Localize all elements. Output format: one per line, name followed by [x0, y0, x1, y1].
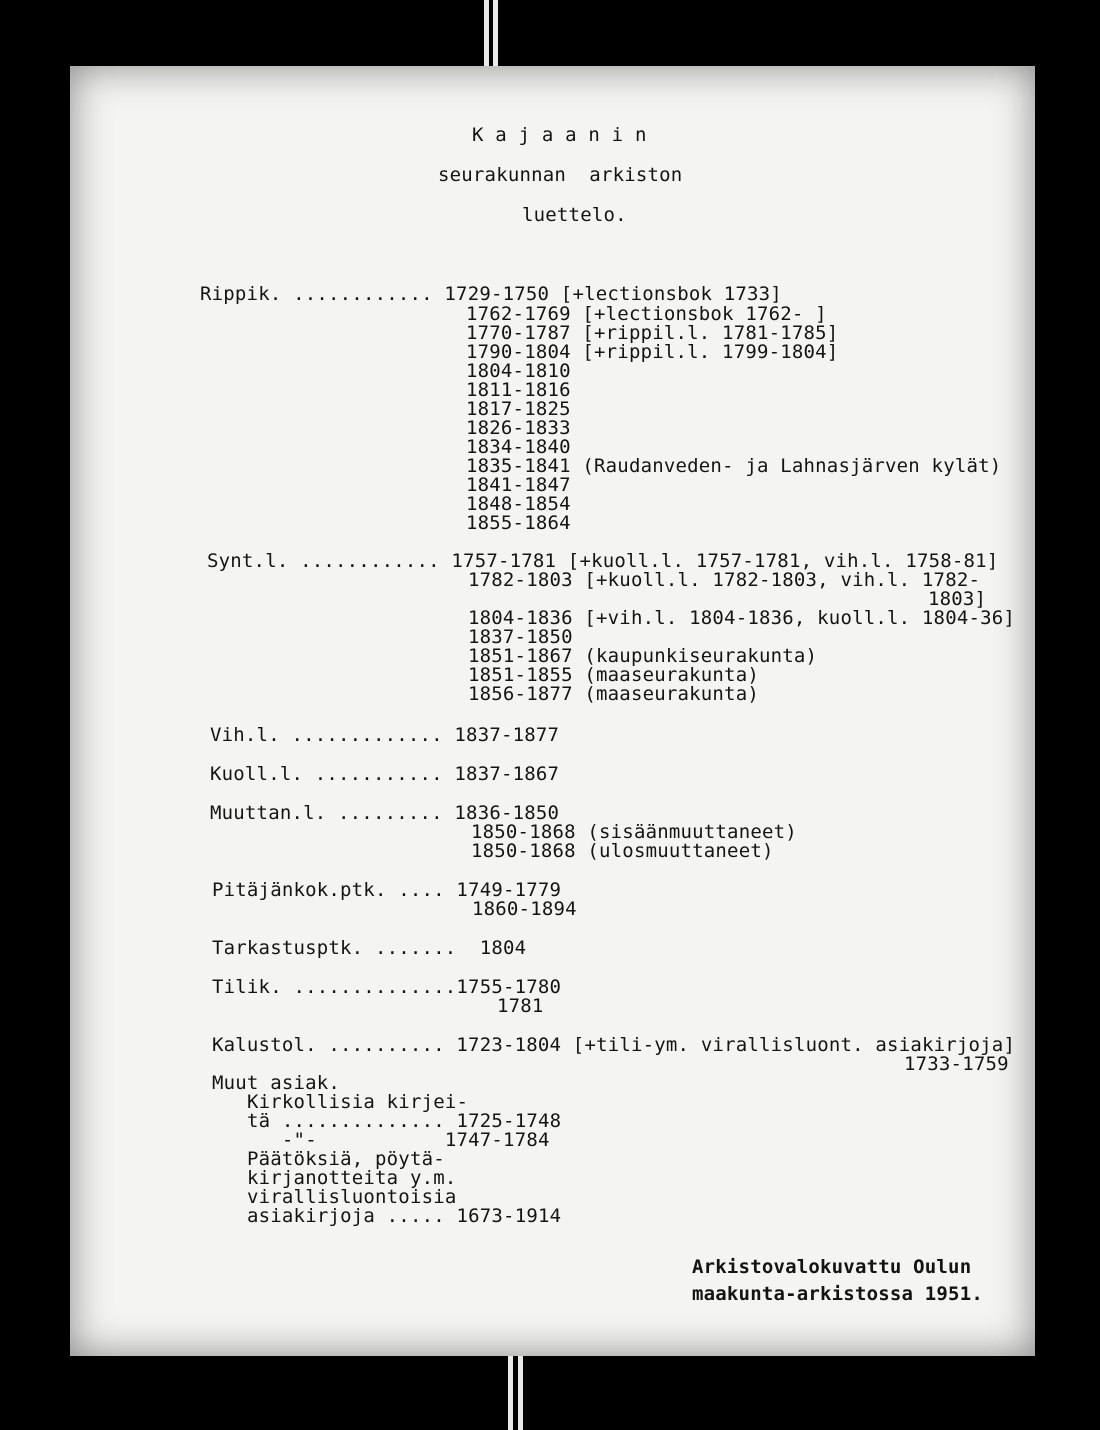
catalog-line: 1770-1787 [+rippil.l. 1781-1785]	[466, 322, 839, 344]
document-page	[70, 66, 1035, 1356]
catalog-line: 1733-1759	[904, 1053, 1009, 1075]
catalog-line: 1811-1816	[466, 379, 571, 401]
catalog-line: 1817-1825	[466, 398, 571, 420]
catalog-line: 1848-1854	[466, 493, 571, 515]
catalog-line: 1790-1804 [+rippil.l. 1799-1804]	[466, 341, 839, 363]
catalog-line: virallisluontoisia	[247, 1186, 457, 1208]
catalog-line: 1782-1803 [+kuoll.l. 1782-1803, vih.l. 1782-	[468, 569, 981, 591]
catalog-line: 1856-1877 (maaseurakunta)	[468, 683, 759, 705]
catalog-line: Tarkastusptk. ....... 1804	[212, 937, 527, 959]
catalog-line: tä .............. 1725-1748	[247, 1110, 562, 1132]
catalog-line: 1762-1769 [+lectionsbok 1762- ]	[466, 303, 827, 325]
catalog-line: 1803]	[928, 588, 987, 610]
catalog-line: Muut asiak.	[212, 1072, 341, 1094]
catalog-line: 1781	[497, 995, 544, 1017]
catalog-line: Kalustol. .......... 1723-1804 [+tili-ym. virallisluont. asiakirjoja]	[212, 1034, 1016, 1056]
footer-note-line-1: Arkistovalokuvattu Oulun	[692, 1256, 972, 1278]
catalog-line: 1841-1847	[466, 474, 571, 496]
footer-note-line-2: maakunta-arkistossa 1951.	[692, 1283, 983, 1305]
catalog-line: 1837-1850	[468, 626, 573, 648]
catalog-line: 1826-1833	[466, 417, 571, 439]
catalog-line: 1860-1894	[472, 898, 577, 920]
catalog-line: kirjanotteita y.m.	[247, 1167, 457, 1189]
document-subtitle: seurakunnan arkiston	[438, 164, 683, 186]
catalog-line: 1851-1867 (kaupunkiseurakunta)	[468, 645, 818, 667]
catalog-line: 1851-1855 (maaseurakunta)	[468, 664, 759, 686]
catalog-line: Rippik. ............ 1729-1750 [+lectionsbok 1733]	[200, 283, 782, 305]
catalog-line: 1850-1868 (sisäänmuuttaneet)	[471, 821, 797, 843]
document-subtitle-2: luettelo.	[522, 204, 627, 226]
catalog-line: 1855-1864	[466, 512, 571, 534]
catalog-line: 1834-1840	[466, 436, 571, 458]
catalog-line: 1835-1841 (Raudanveden- ja Lahnasjärven kylät)	[466, 455, 1002, 477]
film-edge-mark-bottom	[508, 1356, 513, 1430]
film-edge-mark-top	[484, 0, 489, 66]
document-title: K a j a a n i n	[472, 124, 647, 146]
catalog-line: 1850-1868 (ulosmuuttaneet)	[471, 840, 774, 862]
catalog-line: -"- 1747-1784	[247, 1129, 550, 1151]
catalog-line: asiakirjoja ..... 1673-1914	[247, 1205, 562, 1227]
catalog-line: Päätöksiä, pöytä-	[247, 1148, 445, 1170]
film-edge-mark-top	[493, 0, 498, 66]
catalog-line: Vih.l. ............. 1837-1877	[210, 724, 560, 746]
catalog-line: Pitäjänkok.ptk. .... 1749-1779	[212, 879, 562, 901]
catalog-line: Synt.l. ............ 1757-1781 [+kuoll.l. 1757-1781, vih.l. 1758-81]	[207, 550, 999, 572]
catalog-line: Muuttan.l. ......... 1836-1850	[210, 802, 560, 824]
catalog-line: 1804-1836 [+vih.l. 1804-1836, kuoll.l. 1804-36]	[468, 607, 1016, 629]
catalog-line: Kuoll.l. ........... 1837-1867	[210, 763, 560, 785]
catalog-line: Tilik. ..............1755-1780	[212, 976, 562, 998]
catalog-line: Kirkollisia kirjei-	[247, 1091, 469, 1113]
film-edge-mark-bottom	[518, 1356, 523, 1430]
catalog-line: 1804-1810	[466, 360, 571, 382]
